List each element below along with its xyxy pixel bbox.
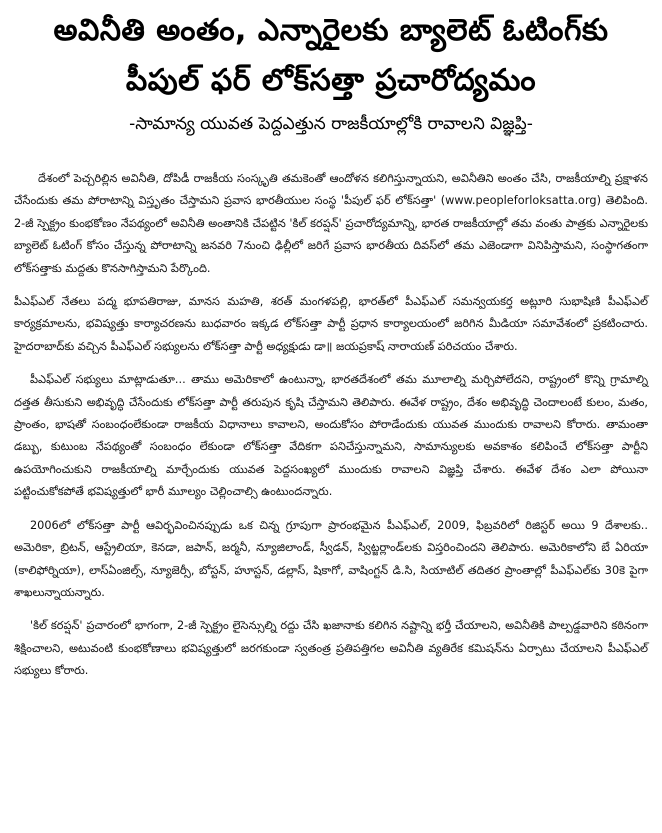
article-paragraph-4: 2006లో లోక్‌సత్తా పార్టీ ఆవిర్భవించినప్పుడు ఒక చిన్న గ్రూపుగా ప్రారంభమైన పీఎఫ్ఎల్, 2009, ఫిబ్రవరిలో రిజిస్టర్ అయి 9 దేశాలకు.. అమెరికా, బ్రిటన్, ఆస్ట్రేలియా, కెనడా, జపాన్, జర్మనీ, న్యూజిలాండ్, స్వీడన్, స్విట్జర్లాండ్‌లకు విస్తరించిందని తెలిపారు. అమెరికాలోని బే ఏరియా (కాలిఫోర్నియా), లాస్‌ఏంజిల్స్, న్యూజెర్సీ, బోస్టన్, హూస్టన్, డల్లాస్, షికాగో, వాషింగ్టన్ డి.సి, సియాటిల్ తదితర ప్రాంతాల్లో పీఎఫ్ఎల్‌కు 30కె పైగా శాఖలున్నాయన్నారు. — [14, 518, 648, 599]
subheadline: -సామాన్య యువత పెద్దఎత్తున రాజకీయాల్లోకి రావాలని విజ్ఞప్తి- — [129, 114, 533, 134]
article-paragraph-3: పీఎఫ్ఎల్ సభ్యులు మాట్లాడుతూ... తాము అమెరికాలో ఉంటున్నా, భారతదేశంలో తమ మూలాల్ని మర్చిపోలేదని, రాష్ట్రంలో కొన్ని గ్రామాల్ని దత్తత తీసుకుని అభివృద్ధి చేసేందుకు లోక్‌సత్తా పార్టీ తరుపున కృషి చేస్తామని తెలిపారు. ఈవేళ రాష్ట్రం, దేశం అభివృద్ధి చెందాలంటే కులం, మతం, ప్రాంతం, భాషతో సంబంధంలేకుండా రాజకీయ విధానాలు కావాలని, అందుకోసం పోరాడేందుకు యువత ముందుకు రావాలని కోరారు. తామంతా డబ్బు, కుటుంబ నేపథ్యంతో సంబంధం లేకుండా లోక్‌సత్తా వేదికగా పనిచేస్తున్నామని, సామాన్యులకు అవకాశం కలిపించే లోక్‌సత్తా పార్టీని ఉపయోగించుకుని రాజకీయాల్ని మార్చేందుకు యువత పెద్దసంఖ్యలో ముందుకు రావాలని విజ్ఞప్తి చేశారు. ఈవేళ దేశం ఎలా పోయినా పట్టించుకోకపోతే భవిష్యత్తులో భారీ మూల్యం చెల్లించాల్సి ఉంటుందన్నారు. — [14, 373, 648, 499]
article-body — [14, 168, 648, 683]
headline-line-1: అవినీతి అంతం, ఎన్నారైలకు బ్యాలెట్ ఓటింగ్‌కు — [53, 13, 609, 48]
article-paragraph-5: 'కిల్ కరప్షన్' ప్రచారంలో భాగంగా, 2-జీ స్పెక్ట్రం లైసెన్సుల్ని రద్దు చేసి ఖజానాకు కలిగిన నష్టాన్ని భర్తీ చేయాలని, అవినీతికి పాల్పడ్డవారిని కఠినంగా శిక్షించాలని, అటువంటి కుంభకోణాలు భవిష్యత్తులో జరగకుండా స్వతంత్ర ప్రతిపత్తిగల అవినీతి వ్యతిరేక కమిషన్‌ను ఏర్పాటు చేయాలని పీఎఫ్ఎల్ సభ్యులు కోరారు. — [14, 619, 648, 678]
headline — [14, 6, 648, 106]
article-paragraph-1: దేశంలో పెచ్చరిల్లిన అవినీతి, దోపిడీ రాజకీయ సంస్కృతి తమకెంతో ఆందోళన కలిగిస్తున్నాయని, అవినీతిని అంతం చేసి, రాజకీయాల్ని ప్రక్షాళన చేసేందుకు తమ పోరాటాన్ని విస్తృతం చేస్తామని ప్రవాస భారతీయుల సంస్థ 'పీపుల్ ఫర్ లోక్‌సత్తా' (www.peopleforloksatta.org) తెలిపింది. 2-జీ స్పెక్ట్రం కుంభకోణం నేపథ్యంలో అవినీతి అంతానికి చేపట్టిన 'కిల్ కరప్షన్' ప్రచారోద్యమాన్ని, భారత రాజకీయాల్లో తమ వంతు పాత్రకు ఎన్నారైలకు బ్యాలెట్ ఓటింగ్ కోసం చేస్తున్న పోరాటాన్ని జనవరి 7నుంచి ఢిల్లీలో జరిగే ప్రవాస భారతీయ దివస్‌లో తమ ఎజెండాగా వినిపిస్తామని, సంస్థాగతంగా లోక్‌సత్తాకు మద్దతు కొనసాగిస్తామని పేర్కొంది. — [14, 172, 648, 275]
article-paragraph-2: పీఎఫ్ఎల్ నేతలు పద్మ భూపతిరాజు, మానస మహతి, శరత్ మంగళపల్లి, భారత్‌లో పీఎఫ్ఎల్ సమన్వయకర్త అట్లూరి సుభాషిణి పీఎఫ్ఎల్ కార్యక్రమాలను, భవిష్యత్తు కార్యాచరణను బుధవారం ఇక్కడ లోక్‌సత్తా పార్టీ ప్రధాన కార్యాలయంలో జరిగిన మీడియా సమావేశంలో ప్రకటించారు. హైదరాబాద్‌కు వచ్చిన పీఎఫ్ఎల్ సభ్యులను లోక్‌సత్తా పార్టీ అధ్యక్షుడు డా॥ జయప్రకాష్ నారాయణ్ పరిచయం చేశారు. — [14, 295, 648, 353]
headline-line-2: పీపుల్ ఫర్ లోక్‌సత్తా ప్రచారోద్యమం — [125, 63, 537, 98]
